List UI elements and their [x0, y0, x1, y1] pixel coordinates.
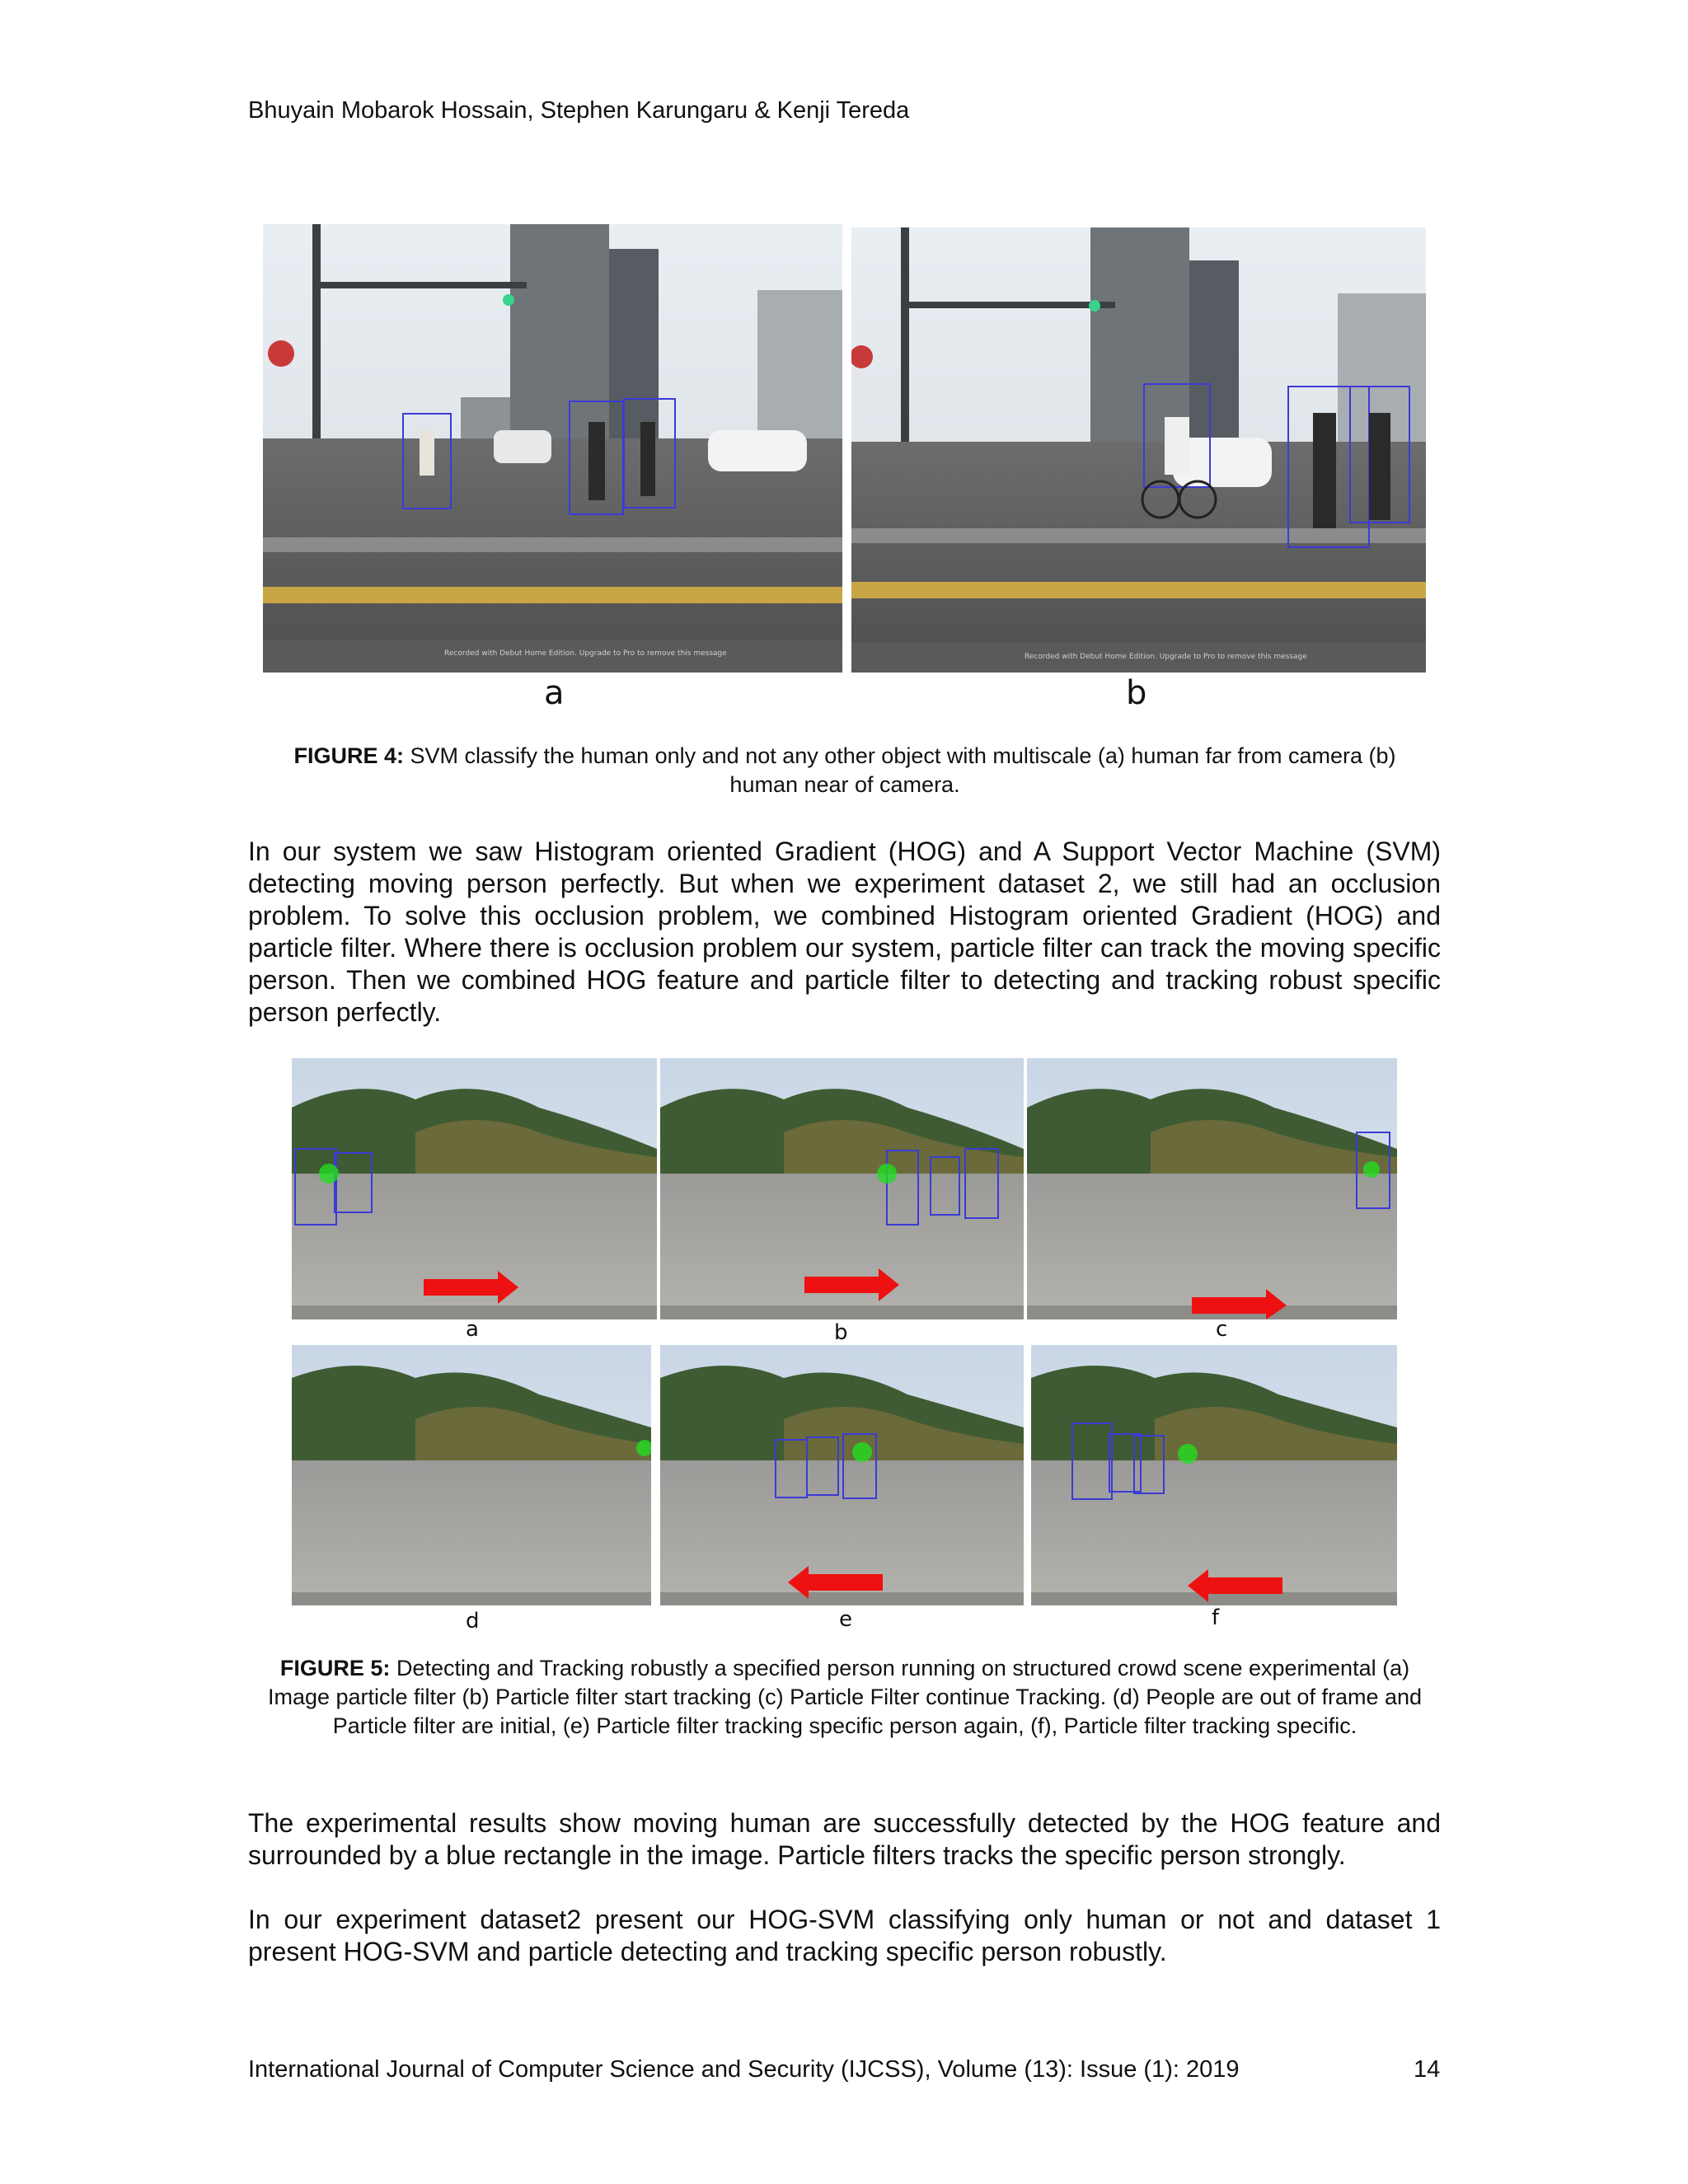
- figure5-label-e: e: [839, 1607, 852, 1632]
- figure4-panel-b-image: [851, 227, 1426, 673]
- figure5-caption: [256, 1654, 1434, 1741]
- figure4-label-a: a: [544, 674, 565, 712]
- figure5-caption-label: FIGURE 5:: [279, 1656, 391, 1680]
- watermark-text: Recorded with Debut Home Edition. Upgrade to Pro to remove this message: [444, 649, 727, 658]
- figure4-caption: [272, 742, 1418, 799]
- figure5-label-a: a: [466, 1317, 479, 1342]
- watermark-text: Recorded with Debut Home Edition. Upgrade to Pro to remove this message: [1025, 653, 1307, 661]
- figure4-caption-text: SVM classify the human only and not any other object with multiscale (a) human far from camera (b) human near of camera.: [410, 743, 1396, 797]
- figure5-panel-a-image: [292, 1058, 657, 1319]
- journal-footer: International Journal of Computer Science and Security (IJCSS), Volume (13): Issue (1): 2019: [248, 2056, 1240, 2083]
- figure4-label-b: b: [1126, 674, 1147, 712]
- figure5-label-b: b: [834, 1320, 848, 1345]
- figure5-label-f: f: [1212, 1605, 1220, 1630]
- figure5-label-c: c: [1216, 1317, 1228, 1342]
- figure5-panel-b-image: [660, 1058, 1024, 1319]
- body-paragraph: In our experiment dataset2 present our HOG-SVM classifying only human or not and dataset 1 present HOG-SVM and particle detecting and tracking specific person robustly.: [248, 1905, 1441, 1966]
- figure4-caption-label: FIGURE 4:: [293, 743, 404, 768]
- page-number: 14: [1414, 2056, 1441, 2083]
- figure4-panel-a-image: [263, 224, 842, 673]
- figure5-caption-text: Detecting and Tracking robustly a specified person running on structured crowd scene experimental (a) Image particle filter (b) Particle filter start tracking (c) Particle Filter continue Tracking. (d) People are out of frame and Particle filter are initial, (e) Particle filter tracking specific person again, (f), Particle filter tracking specific.: [267, 1656, 1423, 1738]
- figure5-panel-d-image: [292, 1345, 651, 1605]
- running-head: Bhuyain Mobarok Hossain, Stephen Karungaru & Kenji Tereda: [248, 97, 910, 124]
- figure5-panel-e-image: [660, 1345, 1024, 1605]
- body-paragraph: In our system we saw Histogram oriented Gradient (HOG) and A Support Vector Machine (SVM) detecting moving person perfectly. But when we experiment dataset 2, we still had an occlusion problem. To solve this occlusion problem, we combined Histogram oriented Gradient (HOG) and particle filter. Where there is occlusion problem our system, particle filter can track the moving specific person. Then we combined HOG feature and particle filter to detecting and tracking robust specific person perfectly.: [248, 837, 1441, 1027]
- figure5-label-d: d: [466, 1609, 480, 1633]
- figure5-panel-c-image: [1027, 1058, 1397, 1319]
- figure5-panel-f-image: [1031, 1345, 1397, 1605]
- body-paragraph: The experimental results show moving human are successfully detected by the HOG feature and surrounded by a blue rectangle in the image. Particle filters tracks the specific person strongly.: [248, 1808, 1441, 1870]
